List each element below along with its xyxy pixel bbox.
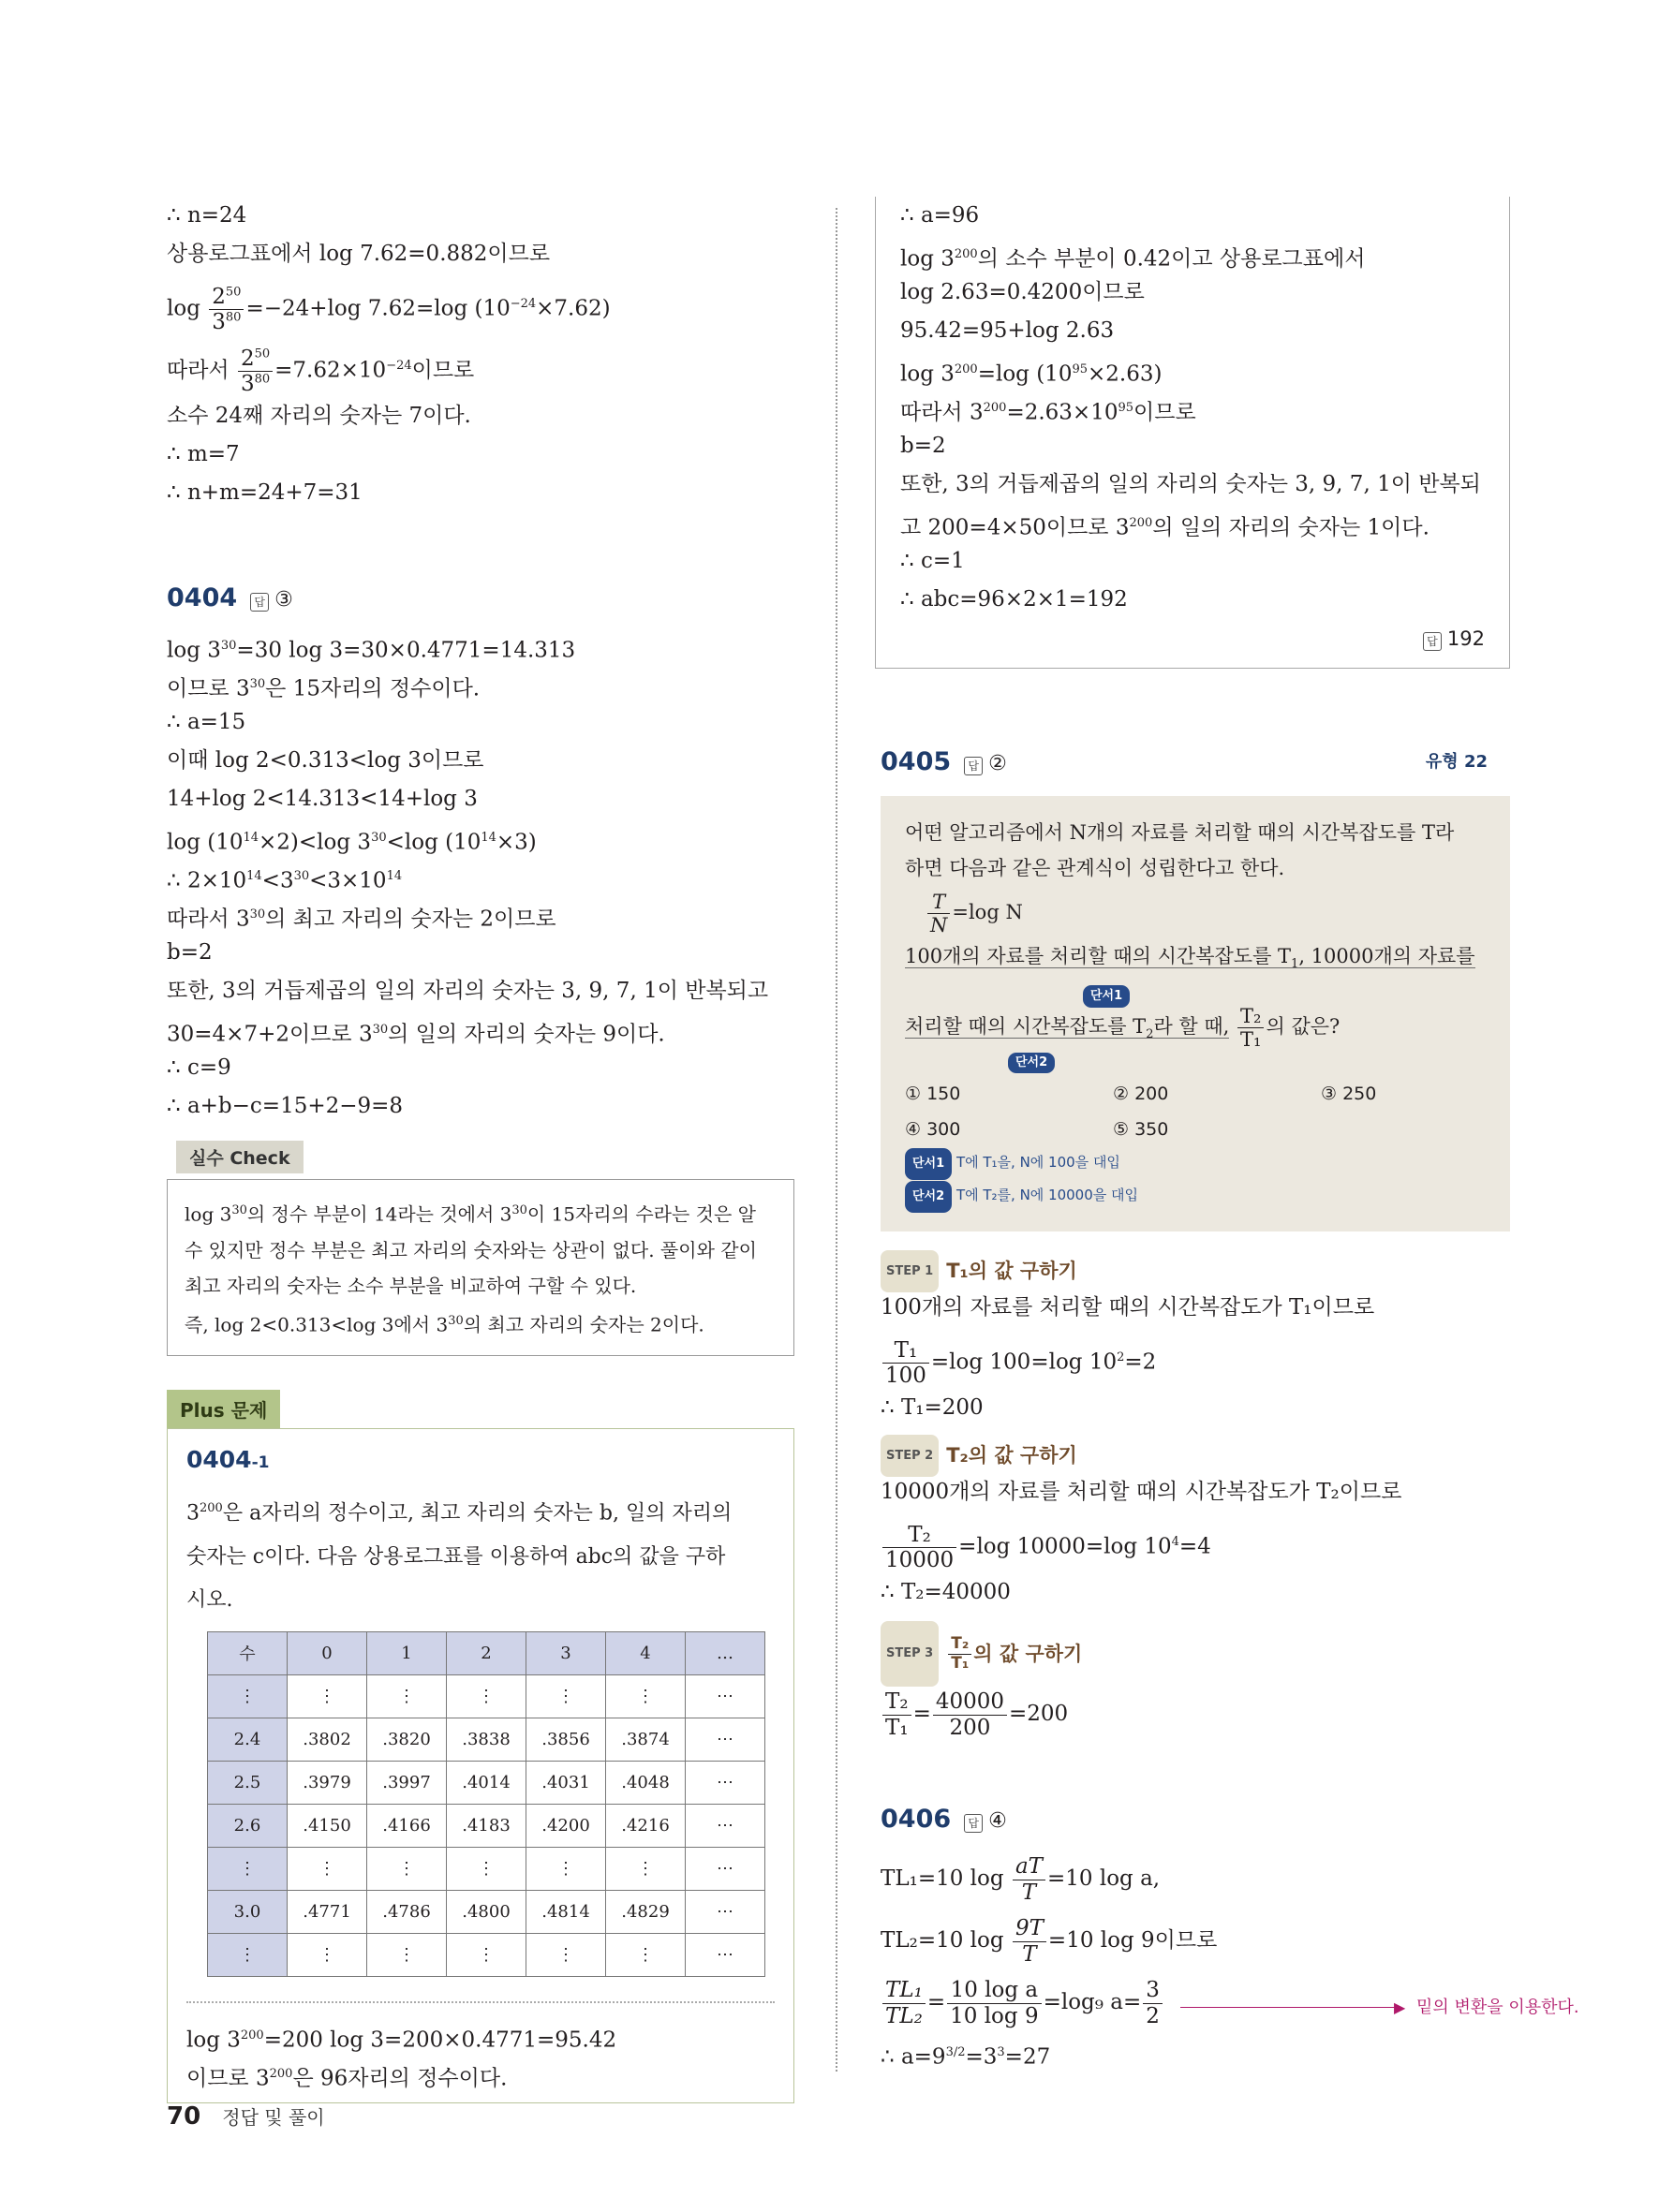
table-cell: .3997: [367, 1761, 447, 1804]
solution-line: 따라서 $3^{30}$의 최고 자리의 숫자는 2이므로: [167, 907, 556, 932]
table-cell: .3802: [288, 1718, 367, 1761]
table-row: [208, 1847, 765, 1890]
question-number: 0405: [881, 747, 952, 776]
table-cell: .4829: [606, 1890, 686, 1933]
solution-line: log 2.63=0.4200이므로: [900, 280, 1145, 304]
plus-tag: Plus 문제: [167, 1390, 280, 1428]
table-cell: ⋮: [526, 1933, 606, 1976]
table-cell: .4014: [447, 1761, 526, 1804]
plus-problem: [167, 1390, 794, 2102]
table-cell: ⋯: [686, 1847, 765, 1890]
step-tag: STEP 2: [881, 1435, 939, 1477]
table-cell: 2.6: [208, 1804, 288, 1847]
solution-line: ∴ abc=96×2×1=192: [900, 587, 1128, 612]
text-line: 소수 24째 자리의 숫자는 7이다.: [167, 404, 471, 428]
check-line: 즉, log 2<0.313<log 3에서 $3^{30}$의 최고 자리의 숫자는 2이다.: [185, 1313, 704, 1336]
text-line: 이므로 $3^{200}$은 96자리의 정수이다.: [186, 2066, 508, 2091]
table-cell: ⋯: [686, 1761, 765, 1804]
solution-line: b=2: [900, 434, 946, 458]
table-cell: ⋮: [606, 1933, 686, 1976]
table-cell: .4216: [606, 1804, 686, 1847]
text-line: ∴ m=7: [167, 442, 240, 466]
solution-line: 95.42=95+log 2.63: [900, 318, 1115, 343]
table-cell: ⋯: [686, 1804, 765, 1847]
table-cell: .3874: [606, 1718, 686, 1761]
table-cell: .3820: [367, 1718, 447, 1761]
footer-label: 정답 및 풀이: [222, 2106, 325, 2129]
solution-line: b=2: [167, 940, 213, 965]
table-row: [208, 1804, 765, 1847]
arrow-head-icon: ▶: [1394, 1998, 1406, 2017]
table-cell: .4800: [447, 1890, 526, 1933]
table-cell: ⋮: [606, 1847, 686, 1890]
step-tag: STEP 1: [881, 1250, 939, 1292]
table-row: [208, 1933, 765, 1976]
solution-0405: STEP 1 T₁의 값 구하기 100개의 자료를 처리할 때의 시간복잡도가 T₁이므로 $\frac{\text{T₁}}{100}$ =log 100=log $10^2=2$ ∴ T₁=200 STEP 2 T₂의 값 구하기 10000개의 자료를 처리할 때의 시간복잡도가 T₂이므로 $\frac{\text{T₂}}{10000}$ =log 10000=log $10^4=4$ ∴ T₂=40000 STEP 3 $\frac{\text{T₂}}{\text{T₁}}$ 의 값 구하기 $\frac{\text{T₂}}{\text{T₁}}$ = $\frac{40000}{200}$ =200: [881, 1250, 1510, 1745]
table-cell: .3856: [526, 1718, 606, 1761]
text-line: $\log 3^{200}=200$ log 3=200×0.4771=95.42: [186, 2028, 617, 2053]
table-cell: ⋯: [686, 1674, 765, 1718]
check-line: 최고 자리의 숫자는 소수 부분을 비교하여 구할 수 있다.: [185, 1274, 637, 1297]
solution-line: ∴ a+b−c=15+2−9=8: [167, 1094, 404, 1118]
question-header-0405: [881, 734, 1510, 790]
table-header-cell: 2: [447, 1631, 526, 1674]
solution-line: $\log 3^{200}=\log$ $(10^{95}\times 2.63)$: [900, 361, 1163, 387]
table-row: [208, 1761, 765, 1804]
cont-answer: 답 192: [900, 619, 1485, 658]
table-cell: ⋯: [686, 1890, 765, 1933]
table-cell: 3.0: [208, 1890, 288, 1933]
problem-line: 숫자는 c이다. 다음 상용로그표를 이용하여 abc의 값을 구하: [186, 1544, 726, 1569]
table-row: [208, 1674, 765, 1718]
table-cell: 2.4: [208, 1718, 288, 1761]
solution-line: ∴ a=96: [900, 203, 980, 228]
table-cell: ⋮: [288, 1674, 367, 1718]
solution-line: ∴ $2\times 10^{14}<3^{30}<3\times 10^{14}$: [167, 868, 403, 893]
table-cell: .4150: [288, 1804, 367, 1847]
table-cell: ⋮: [606, 1674, 686, 1718]
table-cell: .3838: [447, 1718, 526, 1761]
problem-line: 시오.: [186, 1587, 233, 1612]
solution-line: 이므로 $3^{30}$은 15자리의 정수이다.: [167, 676, 481, 701]
text-line: ∴ n=24: [167, 203, 247, 228]
table-cell: ⋮: [447, 1847, 526, 1890]
table-cell: .4814: [526, 1890, 606, 1933]
question-number: 0404: [167, 583, 238, 612]
table-cell: ⋮: [367, 1674, 447, 1718]
table-header-row: [208, 1631, 765, 1674]
left-column: [167, 197, 794, 2103]
solution-line: 14+log 2<14.313<14+log 3: [167, 787, 478, 811]
page-number: 70: [167, 2102, 201, 2131]
solution-line: ∴ a=15: [167, 710, 246, 734]
table-cell: ⋮: [526, 1847, 606, 1890]
table-cell: .4771: [288, 1890, 367, 1933]
table-header-cell: …: [686, 1631, 765, 1674]
table-cell: 2.5: [208, 1761, 288, 1804]
right-column: [881, 197, 1579, 2072]
table-cell: ⋮: [526, 1674, 606, 1718]
question-header-0404: [167, 570, 794, 627]
check-box: [167, 1179, 794, 1356]
hint-pill-2: 단서2: [1008, 1053, 1055, 1073]
answer-icon: 답: [964, 757, 983, 775]
answer-value: ④: [988, 1809, 1007, 1834]
table-cell: .4166: [367, 1804, 447, 1847]
log-table: [207, 1631, 765, 1977]
table-cell: ⋮: [208, 1847, 288, 1890]
column-divider: [836, 208, 838, 2072]
answer-icon: 답: [964, 1814, 983, 1833]
math-line: log $\frac{2^{50}}{3^{80}}$ =−24+log 7.62=log $(10^{-24}\times 7.62)$: [167, 284, 611, 335]
table-cell: .4183: [447, 1804, 526, 1847]
plus-solution-continued: [875, 197, 1510, 669]
table-cell: .4031: [526, 1761, 606, 1804]
fraction: $\frac{2^{50}}{3^{80}}$: [238, 347, 273, 397]
solution-line: $\log (10^{14}\times 2)<\log$ $3^{30}<\log$ $(10^{14}\times 3)$: [167, 830, 537, 855]
question-header-0406: [881, 1792, 1510, 1848]
solution-line: 또한, 3의 거듭제곱의 일의 자리의 숫자는 3, 9, 7, 1이 반복되고: [167, 979, 769, 1003]
table-cell: ⋮: [208, 1933, 288, 1976]
table-header-cell: 0: [288, 1631, 367, 1674]
table-cell: ⋮: [367, 1847, 447, 1890]
problem-box-0405: 어떤 알고리즘에서 N개의 자료를 처리할 때의 시간복잡도를 T라 하면 다음과 같은 관계식이 성립한다고 한다. $\frac{T}{N}$ =log N 100개의 자료를 처리할 때의 시간복잡도를 $T_1$, 10000개의 자료를 단서1 처리할 때의 시간복잡도를 $T_2$라 할 때, $\frac{\text{T₂}}{\text{T₁}}$ 의 값은? 단서2 ① 150 ② 200 ③ 250 ④ 300 ⑤ 350 단서1 T에 T₁을, N에 100을 대입 단서2 T에 T₂를, N에 10000을 대입: [881, 796, 1510, 1231]
check-tag: 실수 Check: [176, 1141, 304, 1173]
check-line: 수 있지만 정수 부분은 최고 자리의 숫자와는 상관이 없다. 풀이와 같이: [185, 1238, 757, 1261]
table-header-cell: 수: [208, 1631, 288, 1674]
step-tag: STEP 3: [881, 1621, 939, 1687]
answer-value: ③: [274, 588, 293, 612]
solution-line: $\log 3^{30}=30$ log 3=30×0.4771=14.313: [167, 638, 576, 663]
solution-line: 고 200=4×50이므로 $3^{200}$의 일의 자리의 숫자는 1이다.: [900, 515, 1429, 540]
table-cell: .4048: [606, 1761, 686, 1804]
type-label: 유형 22: [1425, 752, 1488, 772]
table-cell: .4786: [367, 1890, 447, 1933]
table-row: [208, 1890, 765, 1933]
plus-number: 0404-1: [186, 1446, 270, 1474]
solution-line: 30=4×7+2이므로 $3^{30}$의 일의 자리의 숫자는 9이다.: [167, 1022, 665, 1047]
note-text: 밑의 변환을 이용한다.: [1416, 1998, 1579, 2018]
solution-0404: [167, 627, 794, 1126]
table-header-cell: 1: [367, 1631, 447, 1674]
plus-box: [167, 1428, 794, 2102]
fraction: $\frac{2^{50}}{3^{80}}$: [209, 285, 244, 335]
table-cell: ⋮: [447, 1933, 526, 1976]
question-number: 0406: [881, 1805, 952, 1835]
mistake-check: [167, 1141, 794, 1356]
solution-line: 또한, 3의 거듭제곱의 일의 자리의 숫자는 3, 9, 7, 1이 반복되: [900, 472, 1481, 496]
table-cell: ⋮: [288, 1847, 367, 1890]
check-line: $\log 3^{30}$의 정수 부분이 14라는 것에서 $3^{30}$이 15자리의 수라는 것은 알: [185, 1202, 756, 1226]
answer-icon: 답: [1423, 632, 1442, 651]
choices: ① 150 ② 200 ③ 250 ④ 300 ⑤ 350: [905, 1084, 1377, 1141]
math-line: 따라서 $\frac{2^{50}}{3^{80}}$ $=7.62\times 10^{-24}$이므로: [167, 346, 475, 397]
table-header-cell: 4: [606, 1631, 686, 1674]
solution-line: 이때 log 2<0.313<log 3이므로: [167, 748, 484, 773]
table-cell: ⋯: [686, 1933, 765, 1976]
hint-pill-1: 단서1: [1083, 985, 1130, 1008]
solution-line: 따라서 $3^{200}=2.63\times 10^{95}$이므로: [900, 400, 1196, 425]
problem-line: $3^{200}$은 a자리의 정수이고, 최고 자리의 숫자는 b, 일의 자리의: [186, 1501, 733, 1526]
table-row: [208, 1718, 765, 1761]
table-cell: ⋮: [288, 1933, 367, 1976]
solution-line: ∴ c=1: [900, 549, 965, 573]
table-cell: ⋮: [367, 1933, 447, 1976]
solution-0406: TL₁=10 log $\frac{aT}{T}$ =10 log a, TL₂=10 log $\frac{9T}{T}$ =10 log 9이므로 $\frac{\text{TL₁}}{\text{TL₂}}$ = $\frac{\text{10 log a}}{10 \log 9}$ =log₉ a= $\frac{3}{2}$ ▶ 밑의 변환을 이용한다. ∴ $a=9^{3/2}=3^3=27$: [881, 1854, 1579, 2070]
table-cell: .3979: [288, 1761, 367, 1804]
table-cell: ⋯: [686, 1718, 765, 1761]
note-arrow: [1180, 2007, 1396, 2008]
answer-icon: 답: [250, 593, 269, 612]
solution-line: ∴ c=9: [167, 1055, 231, 1080]
text-line: 상용로그표에서 log 7.62=0.882이므로: [167, 242, 551, 266]
plus-problem-text: [186, 1487, 775, 1621]
table-cell: ⋮: [447, 1674, 526, 1718]
answer-value: ②: [988, 752, 1007, 775]
table-cell: ⋮: [208, 1674, 288, 1718]
table-header-cell: 3: [526, 1631, 606, 1674]
text-line: ∴ n+m=24+7=31: [167, 480, 363, 505]
page-footer: [167, 2102, 325, 2131]
table-cell: .4200: [526, 1804, 606, 1847]
solution-line: $\log 3^{200}$의 소수 부분이 0.42이고 상용로그표에서: [900, 246, 1366, 272]
